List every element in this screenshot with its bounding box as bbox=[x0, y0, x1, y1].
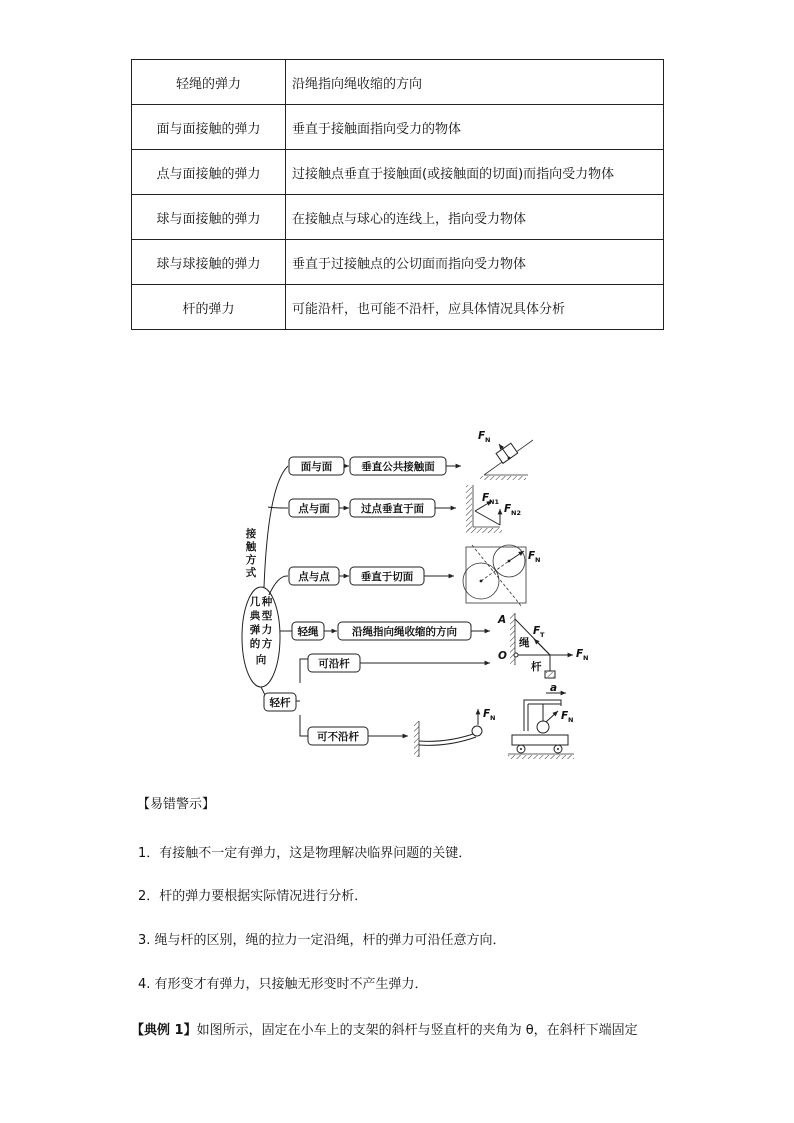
incline-block-figure bbox=[478, 430, 533, 480]
svg-text:F: F bbox=[561, 710, 569, 722]
svg-text:接: 接 bbox=[245, 528, 257, 540]
table-cell-direction: 在接触点与球心的连线上，指向受力物体 bbox=[286, 195, 664, 240]
point-point-label: 点与点 bbox=[298, 571, 330, 583]
table-cell-direction: 垂直于过接触点的公切面而指向受力物体 bbox=[286, 240, 664, 285]
point-face-label: 点与面 bbox=[298, 503, 330, 515]
connector-point-face bbox=[268, 507, 288, 508]
connector-along-rod bbox=[300, 659, 308, 683]
svg-text:F: F bbox=[483, 708, 491, 720]
table-cell-type: 轻绳的弹力 bbox=[132, 60, 286, 105]
warning-item-4: 4. 有形变才有弹力，只接触无形变时不产生弹力． bbox=[138, 977, 428, 992]
table-row bbox=[132, 195, 664, 240]
svg-text:力: 力 bbox=[261, 624, 273, 636]
example-paragraph bbox=[131, 1019, 638, 1038]
table-cell-direction: 过接触点垂直于接触面(或接触面的切面)而指向受力物体 bbox=[286, 150, 664, 195]
svg-text:F: F bbox=[504, 503, 512, 515]
svg-text:a: a bbox=[550, 682, 558, 694]
table-row bbox=[132, 150, 664, 195]
point-face-dir-label: 过点垂直于面 bbox=[361, 503, 424, 515]
svg-text:O: O bbox=[498, 650, 507, 662]
rod-in-corner-figure bbox=[466, 485, 521, 533]
bent-rod-ball-figure bbox=[414, 708, 495, 757]
svg-text:型: 型 bbox=[261, 610, 273, 622]
svg-text:F: F bbox=[482, 492, 490, 504]
svg-text:式: 式 bbox=[245, 567, 257, 579]
example-text: 如图所示，固定在小车上的支架的斜杆与竖直杆的夹角为 θ，在斜杆下端固定 bbox=[196, 1023, 638, 1038]
svg-text:的: 的 bbox=[249, 638, 261, 650]
light-rope-dir-label: 沿绳指向绳收缩的方向 bbox=[352, 626, 457, 638]
elastic-force-table bbox=[131, 59, 664, 330]
point-point-dir-label: 垂直于切面 bbox=[360, 571, 414, 583]
svg-text:F: F bbox=[478, 430, 486, 442]
light-rod-label: 轻杆 bbox=[269, 697, 291, 709]
two-balls-figure bbox=[463, 545, 540, 607]
table-row bbox=[132, 285, 664, 330]
contact-mode-label bbox=[245, 527, 257, 579]
svg-text:弹: 弹 bbox=[249, 624, 261, 636]
along-rod-label: 可沿杆 bbox=[318, 658, 350, 670]
svg-text:典: 典 bbox=[249, 610, 261, 622]
svg-text:N: N bbox=[535, 556, 541, 564]
rope-rod-bracket-figure bbox=[497, 613, 588, 678]
svg-text:方: 方 bbox=[261, 638, 273, 650]
svg-text:N2: N2 bbox=[511, 509, 521, 517]
table-row bbox=[132, 105, 664, 150]
table-cell-type: 球与面接触的弹力 bbox=[132, 195, 286, 240]
svg-text:A: A bbox=[498, 614, 507, 626]
svg-text:F: F bbox=[533, 625, 541, 637]
svg-text:种: 种 bbox=[261, 596, 273, 608]
connector-not-along-rod bbox=[300, 715, 308, 736]
warning-item-1: 1．有接触不一定有弹力，这是物理解决临界问题的关键． bbox=[138, 846, 472, 861]
warning-item-3: 3. 绳与杆的区别，绳的拉力一定沿绳，杆的弹力可沿任意方向． bbox=[138, 933, 506, 948]
warning-header: 【易错警示】 bbox=[137, 797, 216, 812]
table-cell-direction: 可能沿杆，也可能不沿杆，应具体情况具体分析 bbox=[286, 285, 664, 330]
cart-figure bbox=[508, 682, 574, 759]
example-label: 【典例 1】 bbox=[131, 1023, 197, 1038]
svg-text:N: N bbox=[583, 654, 589, 662]
table-cell-direction: 垂直于接触面指向受力的物体 bbox=[286, 105, 664, 150]
svg-text:F: F bbox=[528, 550, 536, 562]
face-face-dir-label: 垂直公共接触面 bbox=[361, 461, 435, 473]
table-cell-type: 面与面接触的弹力 bbox=[132, 105, 286, 150]
svg-text:N1: N1 bbox=[489, 498, 499, 506]
light-rope-label: 轻绳 bbox=[297, 626, 319, 638]
not-along-rod-label: 可不沿杆 bbox=[317, 731, 359, 743]
svg-text:方: 方 bbox=[245, 554, 257, 566]
svg-text:几: 几 bbox=[249, 596, 261, 608]
svg-text:N: N bbox=[490, 714, 496, 722]
table-row bbox=[132, 60, 664, 105]
svg-text:N: N bbox=[568, 716, 574, 724]
svg-text:向: 向 bbox=[255, 654, 267, 666]
elastic-force-directions-diagram bbox=[228, 425, 608, 770]
table-cell-type: 点与面接触的弹力 bbox=[132, 150, 286, 195]
table-cell-type: 球与球接触的弹力 bbox=[132, 240, 286, 285]
table-cell-direction: 沿绳指向绳收缩的方向 bbox=[286, 60, 664, 105]
warning-item-2: 2．杆的弹力要根据实际情况进行分析． bbox=[138, 889, 368, 904]
table-cell-type: 杆的弹力 bbox=[132, 285, 286, 330]
svg-text:触: 触 bbox=[245, 541, 257, 553]
svg-text:N: N bbox=[485, 436, 491, 444]
svg-text:T: T bbox=[540, 631, 545, 639]
connector-point-point bbox=[269, 576, 288, 595]
face-face-label: 面与面 bbox=[300, 461, 333, 473]
svg-text:F: F bbox=[576, 648, 584, 660]
table-row bbox=[132, 240, 664, 285]
connector-face-face bbox=[264, 466, 288, 587]
svg-text:杆: 杆 bbox=[531, 661, 542, 673]
svg-text:绳: 绳 bbox=[519, 637, 530, 649]
